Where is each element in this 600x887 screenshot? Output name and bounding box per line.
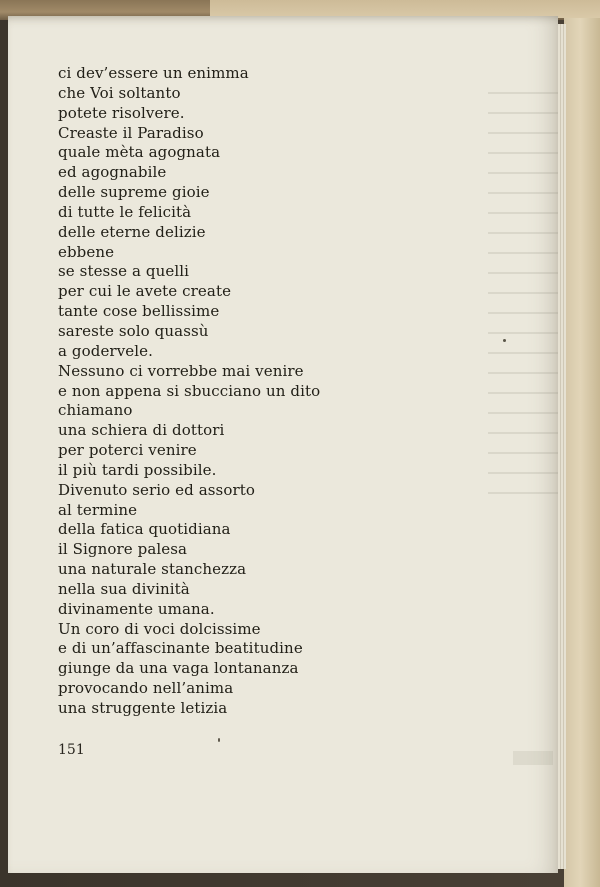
poem-line: al termine	[58, 500, 138, 519]
poem-line: quale mèta agognata	[58, 143, 221, 162]
poem-line: il più tardi possibile.	[58, 460, 217, 479]
poem-line: il Signore palesa	[58, 540, 188, 559]
poem-line: provocando nell’anima	[58, 679, 234, 698]
poem-line: divinamente umana.	[58, 599, 215, 618]
poem-line: Creaste il Paradiso	[58, 123, 204, 142]
book-cover-right-edge	[564, 18, 600, 887]
poem-line: sareste solo quassù	[58, 321, 209, 340]
poem-line: delle supreme gioie	[58, 183, 210, 202]
page-number: 151	[58, 742, 85, 758]
paper-speck	[503, 339, 506, 342]
poem-text	[58, 64, 320, 719]
poem-line: della fatica quotidiana	[58, 520, 231, 539]
poem-line: a godervele.	[58, 341, 153, 360]
poem-line: se stesse a quelli	[58, 262, 190, 281]
poem-line: ed agognabile	[58, 163, 167, 182]
poem-line: giunge da una vaga lontananza	[58, 659, 299, 678]
poem-line: potete risolvere.	[58, 103, 185, 122]
poem-line: Nessuno ci vorrebbe mai venire	[58, 361, 304, 380]
poem-line: di tutte le felicità	[58, 202, 192, 221]
poem-line: per cui le avete create	[58, 282, 232, 301]
poem-line: per poterci venire	[58, 441, 197, 460]
poem-line: che Voi soltanto	[58, 83, 181, 102]
poem-line: una naturale stanchezza	[58, 560, 247, 579]
poem-line: una struggente letizia	[58, 699, 228, 717]
poem-line: Un coro di voci dolcissime	[58, 619, 261, 638]
poem-line: Divenuto serio ed assorto	[58, 480, 256, 499]
poem-line: ci dev’essere un enimma	[58, 64, 249, 82]
paper-speck	[218, 738, 220, 742]
poem-line: e di un’affascinante beatitudine	[58, 639, 303, 658]
poem-line: e non appena si sbucciano un dito	[58, 381, 321, 400]
poem-line: delle eterne delizie	[58, 222, 206, 241]
poem-line: nella sua divinità	[58, 579, 190, 598]
poem-line: tante cose bellissime	[58, 302, 220, 321]
show-through-page-number	[513, 751, 553, 765]
show-through-text	[488, 76, 558, 496]
poem-line: ebbene	[58, 242, 115, 261]
poem-line: chiamano	[58, 401, 133, 420]
poem-line: una schiera di dottori	[58, 421, 225, 440]
